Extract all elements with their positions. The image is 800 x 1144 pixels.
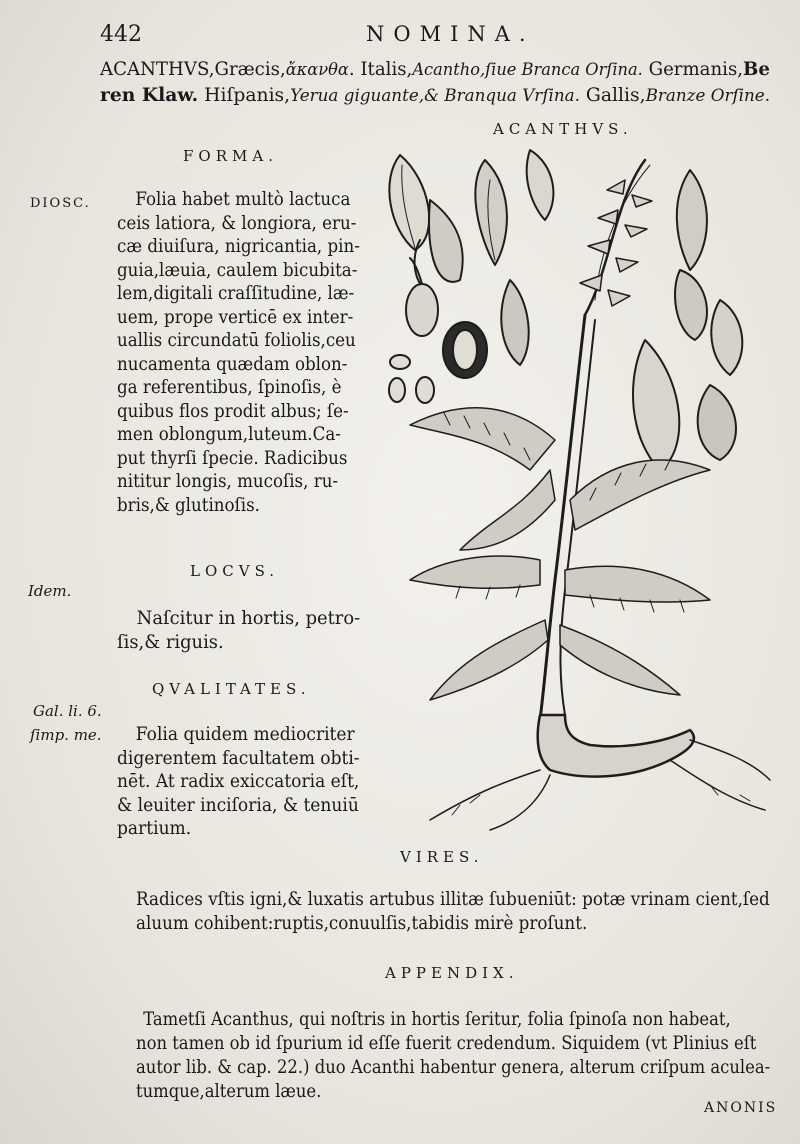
text-line: autor lib. & cap. 22.) duo Acanthi habentur genera, alterum criſpum aculea- [136,1057,771,1078]
text-line: & leuiter inciſoria, & tenuiū [117,794,359,816]
text-line: digerentem facultatem obti- [117,747,360,769]
italian-name: Acantho,ſiue Branca Orſina. [412,60,643,80]
text-line: ceis latiora, & longiora, eru- [117,212,357,234]
names-line-1-b: . Italis, [348,58,413,80]
margin-ref-galen-1: Gal. li. 6. [33,702,102,720]
acanthus-woodcut-illustration [370,140,780,840]
german-name-part2: ren Klaw. [100,84,199,106]
section-heading-qualitates: QVALITATES. [152,680,311,698]
text-line: put thyrſi ſpecie. Radicibus [117,447,348,469]
running-title: NOMINA. [366,22,535,46]
text-line: uallis circundatū foliolis,ceu [117,330,356,351]
section-heading-locus: LOCVS. [190,562,280,580]
french-name: Branze Orſine. [645,86,771,106]
margin-ref-diosc: DIOSC. [30,196,91,211]
text-line: cæ diuiſura, nigricantia, pin- [117,236,360,257]
names-line-1 [100,58,770,80]
locus-text [117,607,364,654]
spanish-name: Yerua giguante,& Branqua Vrſina. [290,86,580,106]
names-line-2-a: Hiſpanis, [198,84,291,106]
text-line: ſis,& riguis. [117,631,224,653]
section-heading-appendix: APPENDIX. [385,964,519,982]
names-line-2-b: Gallis, [579,84,646,106]
margin-ref-galen-2: ſimp. me. [30,726,102,744]
text-line: bris,& glutinoſis. [117,494,260,516]
text-line: aluum cohibent:ruptis,conuulſis,tabidis mirè proſunt. [136,913,588,934]
text-line: guia,læuia, caulem bicubita- [117,259,358,281]
text-line: uem, prope verticē ex inter- [117,306,354,328]
section-heading-vires: VIRES. [400,848,484,866]
text-line: Folia quidem mediocriter [135,724,355,745]
text-line: non tamen ob id ſpurium id eſſe fuerit credendum. Siquidem (vt Plinius eſt [136,1033,757,1054]
names-line-2 [100,84,770,106]
margin-ref-idem: Idem. [28,582,72,600]
text-line: quibus flos prodit albus; ſe- [117,400,349,422]
forma-text [117,188,382,517]
names-line-1-a: ACANTHVS,Græcis, [100,58,286,80]
greek-name: ἄκανθα [285,60,349,80]
text-line: Radices vſtis igni,& luxatis artubus illitæ ſubueniūt: potæ vrinam cient,ſed [136,889,770,910]
text-line: lem,digitali craſſitudine, læ- [117,283,355,304]
german-name-part1: Be [743,58,770,80]
text-line: Folia habet multò lactuca [135,189,351,210]
qualitates-text [117,723,376,841]
text-line: ga referentibus, ſpinoſis, è [117,377,342,398]
text-line: nēt. At radix exiccatoria eſt, [117,771,360,792]
vires-text [136,888,800,936]
text-line: nucamenta quædam oblon- [117,353,348,375]
text-line: tumque,alterum læue. [136,1081,322,1102]
names-line-1-c: Germanis, [642,58,744,80]
text-line: Naſcitur in hortis, petro- [136,608,361,629]
plate-title: ACANTHVS. [493,120,633,138]
appendix-text [136,1008,800,1104]
text-line: nititur longis, mucoſis, ru- [117,471,339,492]
text-line: partium. [117,818,192,839]
section-heading-forma: FORMA. [183,147,278,165]
text-line: Tametſi Acanthus, qui noſtris in hortis ſeritur, folia ſpinoſa non habeat, [143,1009,731,1030]
text-line: men oblongum,luteum.Ca- [117,424,341,445]
page-number: 442 [100,22,142,47]
catchword: ANONIS [704,1100,778,1116]
